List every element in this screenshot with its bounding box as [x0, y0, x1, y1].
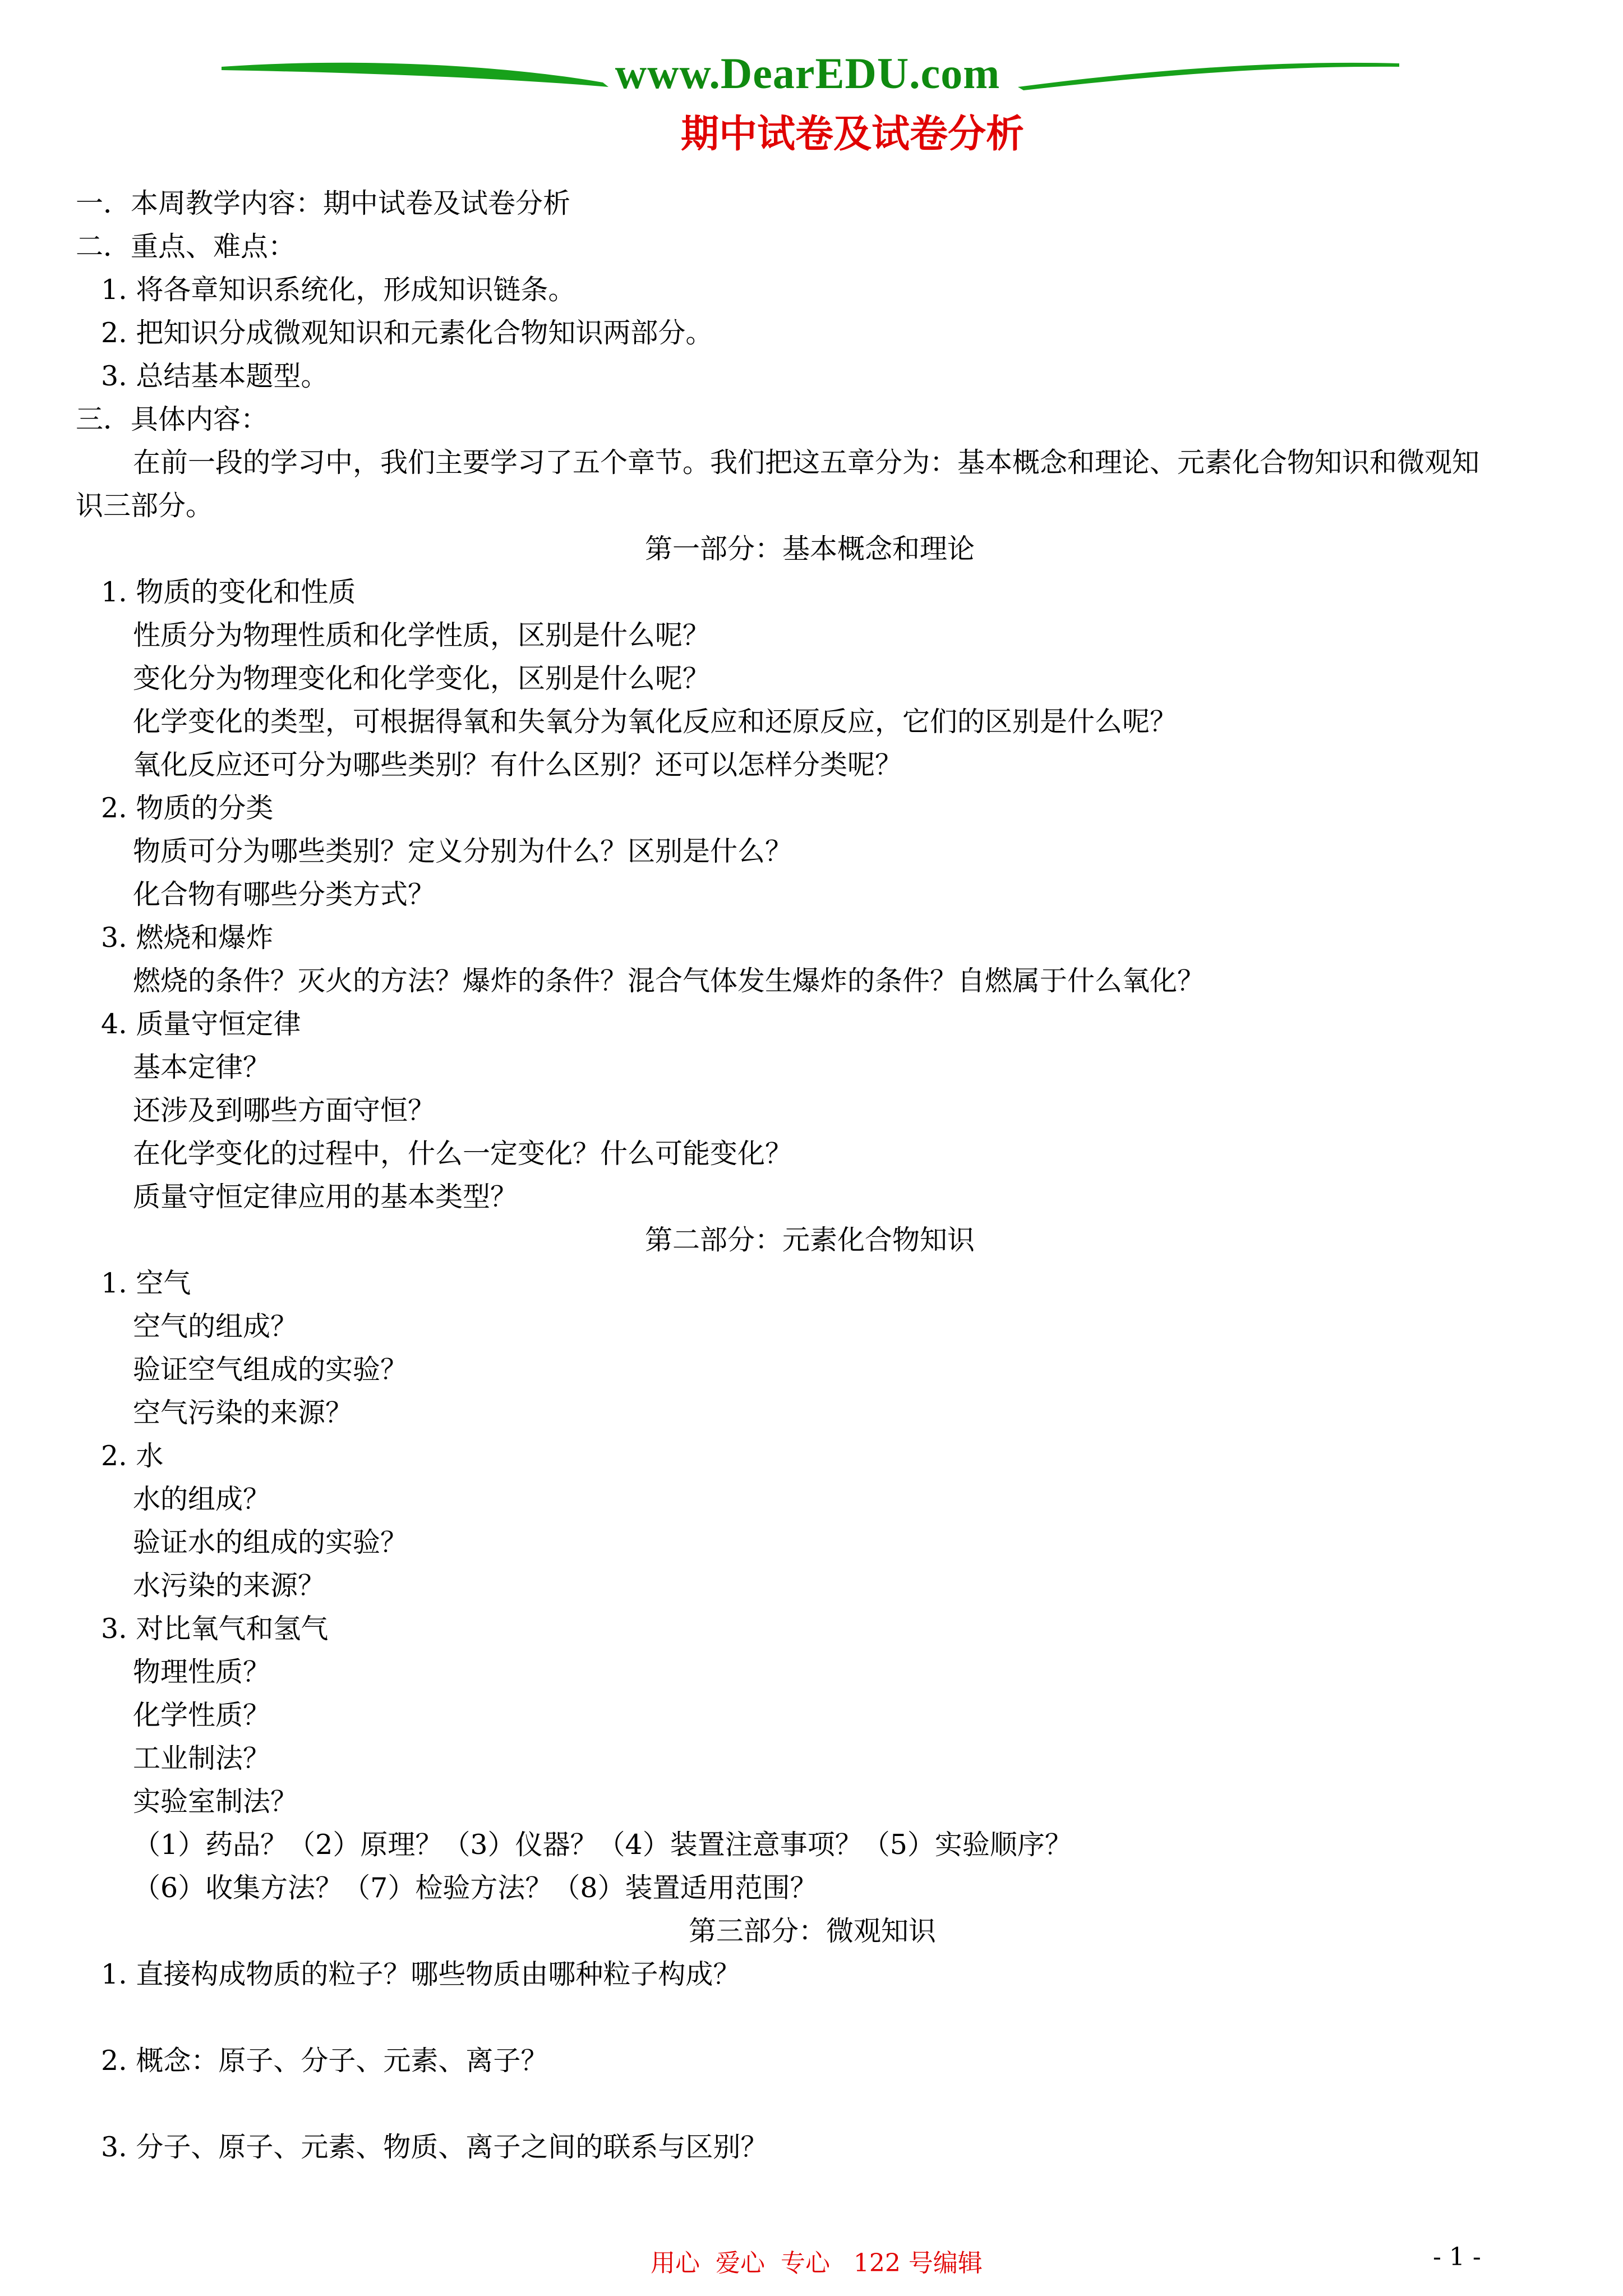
- question-line: （6）收集方法？（7）检验方法？（8）装置适用范围？: [133, 1872, 818, 1904]
- question-line: 基本定律？: [133, 1051, 271, 1083]
- question-line: 空气的组成？: [133, 1310, 298, 1342]
- list-item: 3. 总结基本题型。: [101, 360, 329, 392]
- question-line: 实验室制法？: [133, 1786, 298, 1818]
- site-url-logo: www.DearEDU.com: [615, 49, 1000, 98]
- list-item: 2. 概念：原子、分子、元素、离子？: [101, 2045, 548, 2077]
- question-line: 化学性质？: [133, 1699, 271, 1731]
- footer-slogan: 用心 爱心 专心 122 号编辑: [651, 2249, 983, 2277]
- question-line: 水污染的来源？: [133, 1570, 326, 1602]
- list-item: 4. 质量守恒定律: [101, 1008, 301, 1040]
- question-line: 还涉及到哪些方面守恒？: [133, 1094, 436, 1126]
- list-item: 1. 物质的变化和性质: [101, 576, 356, 608]
- question-line: 验证水的组成的实验？: [133, 1526, 408, 1558]
- question-line: 水的组成？: [133, 1483, 271, 1515]
- question-line: 质量守恒定律应用的基本类型？: [133, 1181, 518, 1213]
- question-line: 变化分为物理变化和化学变化，区别是什么呢？: [133, 662, 711, 694]
- list-item: 1. 直接构成物质的粒子？哪些物质由哪种粒子构成？: [101, 1958, 741, 1990]
- list-item: 2. 把知识分成微观知识和元素化合物知识两部分。: [101, 317, 713, 349]
- part-heading: 第一部分：基本概念和理论: [645, 533, 975, 565]
- question-line: 化合物有哪些分类方式？: [133, 878, 436, 910]
- list-item: 2. 水: [101, 1440, 164, 1472]
- question-line: 工业制法？: [133, 1742, 271, 1774]
- question-line: 物理性质？: [133, 1656, 271, 1688]
- question-line: （1）药品？（2）原理？（3）仪器？（4）装置注意事项？（5）实验顺序？: [133, 1829, 1072, 1861]
- question-line: 空气污染的来源？: [133, 1397, 353, 1429]
- list-item: 3. 分子、原子、元素、物质、离子之间的联系与区别？: [101, 2131, 768, 2163]
- list-item: 1. 将各章知识系统化，形成知识链条。: [101, 274, 576, 306]
- part-heading: 第二部分：元素化合物知识: [645, 1224, 975, 1256]
- section-heading: 二．重点、难点：: [76, 231, 296, 263]
- question-line: 氧化反应还可分为哪些类别？有什么区别？还可以怎样分类呢？: [133, 749, 903, 781]
- question-line: 燃烧的条件？灭火的方法？爆炸的条件？混合气体发生爆炸的条件？自燃属于什么氧化？: [133, 965, 1205, 997]
- question-line: 化学变化的类型，可根据得氧和失氧分为氧化反应和还原反应，它们的区别是什么呢？: [133, 706, 1178, 738]
- list-item: 3. 对比氧气和氢气: [101, 1613, 329, 1645]
- page-number: - 1 -: [1433, 2243, 1481, 2271]
- question-line: 验证空气组成的实验？: [133, 1354, 408, 1386]
- part-heading: 第三部分：微观知识: [689, 1915, 937, 1947]
- paragraph-line: 在前一段的学习中，我们主要学习了五个章节。我们把这五章分为：基本概念和理论、元素化合物知识和微观知: [133, 447, 1480, 478]
- page-header: [0, 0, 1623, 185]
- list-item: 2. 物质的分类: [101, 792, 274, 824]
- list-item: 3. 燃烧和爆炸: [101, 922, 274, 954]
- list-item: 1. 空气: [101, 1267, 191, 1299]
- section-heading: 一．本周教学内容：期中试卷及试卷分析: [76, 187, 571, 219]
- question-line: 物质可分为哪些类别？定义分别为什么？区别是什么？: [133, 835, 793, 867]
- document-title: 期中试卷及试卷分析: [680, 112, 1024, 157]
- question-line: 在化学变化的过程中，什么一定变化？什么可能变化？: [133, 1138, 793, 1170]
- question-line: 性质分为物理性质和化学性质，区别是什么呢？: [133, 619, 711, 651]
- section-heading: 三．具体内容：: [76, 403, 269, 435]
- paragraph-line: 识三部分。: [76, 490, 214, 522]
